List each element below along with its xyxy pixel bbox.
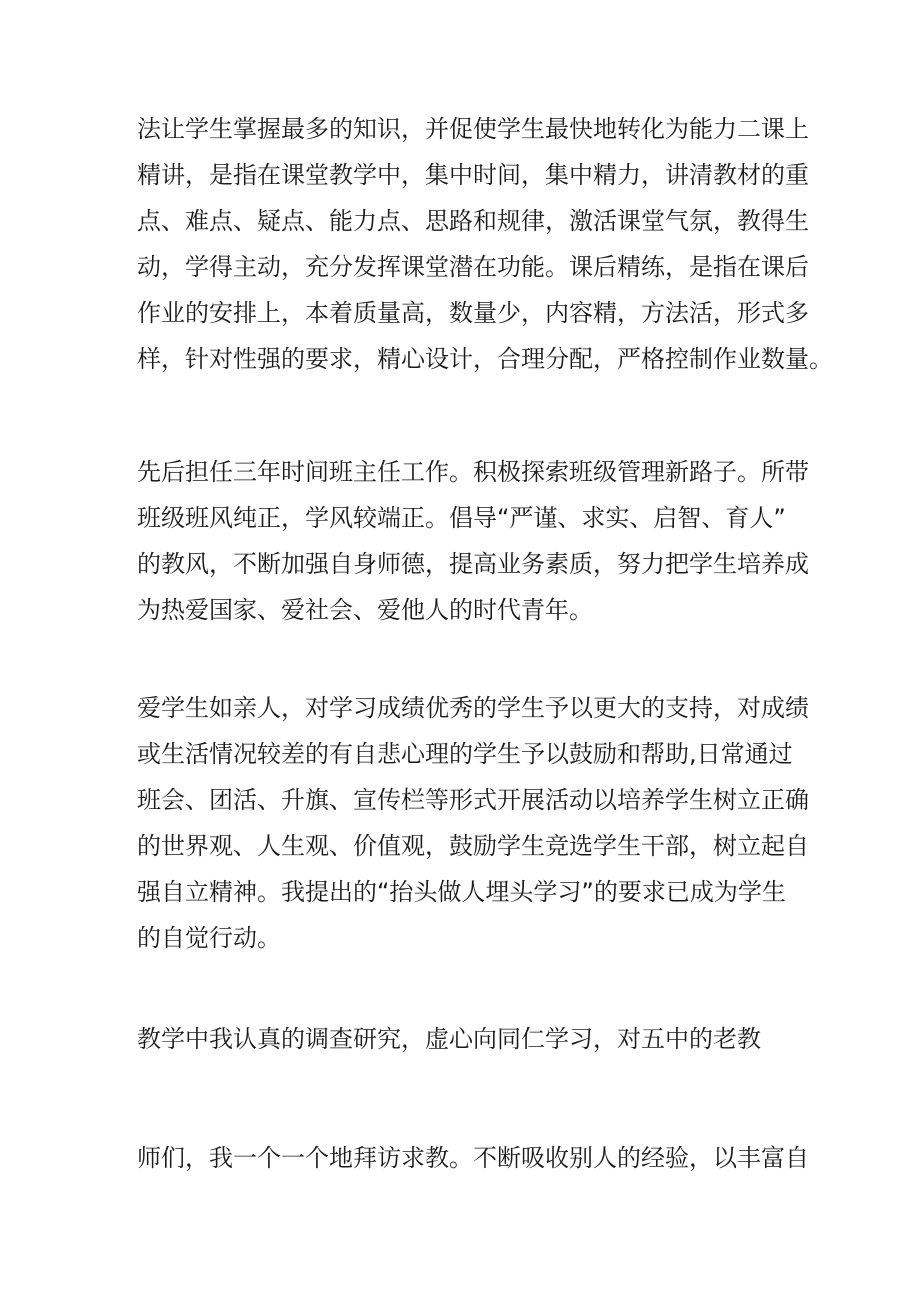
- text-line: 法让学生掌握最多的知识，并促使学生最快地转化为能力二课上: [137, 115, 809, 143]
- text-line: 班级班风纯正，学风较端正。倡导“严谨、求实、启智、育人”: [137, 504, 786, 532]
- text-line: 教学中我认真的调查研究，虚心向同仁学习，对五中的老教: [137, 1025, 761, 1053]
- paragraph-4: [137, 1016, 797, 1062]
- text-line: 点、难点、疑点、能力点、思路和规律，激活课堂气氛，教得生: [137, 207, 809, 235]
- text-line: 先后担任三年时间班主任工作。积极探索班级管理新路子。所带: [137, 458, 809, 486]
- text-line: 作业的安排上，本着质量高，数量少，内容精，方法活，形式多: [137, 299, 809, 327]
- text-line: 或生活情况较差的有自悲心理的学生予以鼓励和帮助,日常通过: [137, 740, 793, 768]
- text-line: 班会、团活、升旗、宣传栏等形式开展活动以培养学生树立正确: [137, 786, 809, 814]
- text-line: 样，针对性强的要求，精心设计，合理分配，严格控制作业数量。: [137, 345, 833, 373]
- paragraph-3: [137, 685, 809, 961]
- text-line: 的教风，不断加强自身师德，提高业务素质，努力把学生培养成: [137, 550, 809, 578]
- text-line: 师们，我一个一个地拜访求教。不断吸收别人的经验，以丰富自: [137, 1144, 809, 1172]
- text-line: 强自立精神。我提出的“抬头做人埋头学习”的要求已成为学生: [137, 878, 786, 906]
- text-line: 精讲，是指在课堂教学中，集中时间，集中精力，讲清教材的重: [137, 161, 809, 189]
- paragraph-2: [137, 449, 809, 633]
- text-line: 为热爱国家、爱社会、爱他人的时代青年。: [137, 596, 593, 624]
- text-line: 的自觉行动。: [137, 924, 281, 952]
- text-line: 动，学得主动，充分发挥课堂潜在功能。课后精练，是指在课后: [137, 253, 809, 281]
- text-line: 爱学生如亲人，对学习成绩优秀的学生予以更大的支持，对成绩: [137, 694, 809, 722]
- paragraph-5: [137, 1135, 809, 1181]
- paragraph-1: [137, 106, 833, 382]
- text-line: 的世界观、人生观、价值观，鼓励学生竞选学生干部，树立起自: [137, 832, 809, 860]
